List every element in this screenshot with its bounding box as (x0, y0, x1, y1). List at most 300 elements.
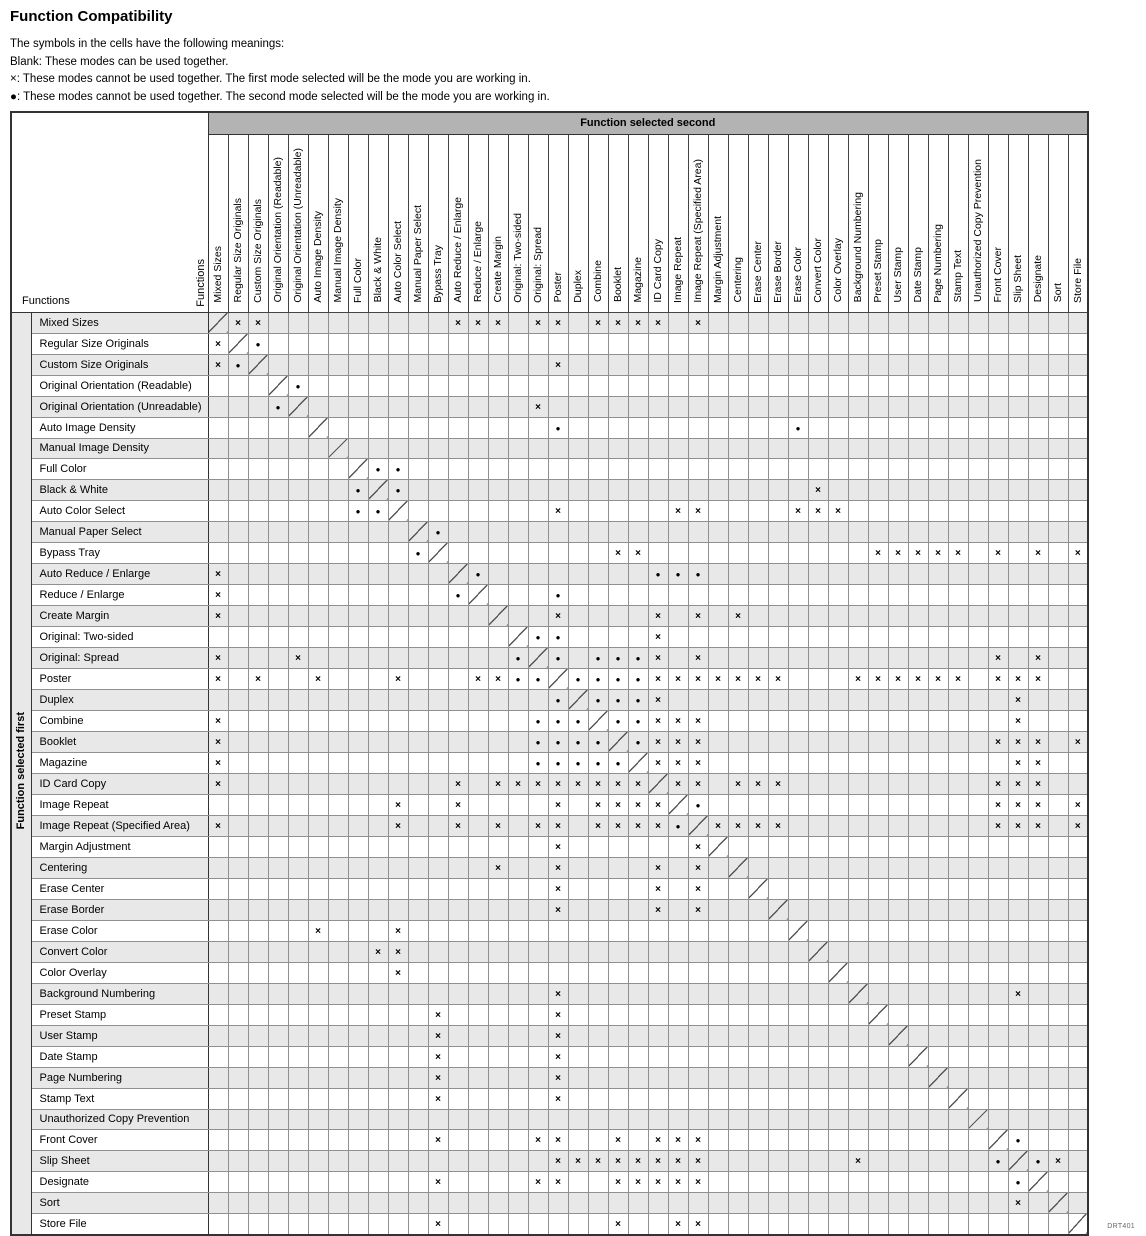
matrix-cell (728, 584, 748, 605)
matrix-cell (308, 857, 328, 878)
cross-mark-icon: × (555, 1176, 561, 1188)
matrix-cell (708, 1129, 728, 1150)
matrix-cell (388, 647, 408, 668)
matrix-cell (868, 626, 888, 647)
matrix-cell (668, 396, 688, 417)
matrix-cell (668, 584, 688, 605)
column-header (608, 134, 628, 312)
matrix-cell (788, 1004, 808, 1025)
matrix-cell (728, 668, 748, 689)
matrix-cell (1008, 1171, 1028, 1192)
matrix-cell (628, 354, 648, 375)
cross-mark-icon: × (295, 652, 301, 664)
dot-mark-icon: ● (555, 632, 561, 642)
matrix-cell (568, 794, 588, 815)
matrix-cell (748, 1025, 768, 1046)
cross-mark-icon: × (995, 736, 1001, 748)
matrix-cell (728, 689, 748, 710)
matrix-cell (528, 773, 548, 794)
matrix-cell (788, 1171, 808, 1192)
matrix-cell (208, 983, 228, 1004)
matrix-cell (728, 563, 748, 584)
matrix-cell (228, 312, 248, 333)
matrix-cell (608, 983, 628, 1004)
matrix-cell (248, 941, 268, 962)
matrix-cell (568, 1171, 588, 1192)
matrix-cell (488, 1129, 508, 1150)
matrix-cell (428, 962, 448, 983)
matrix-cell (708, 1150, 728, 1171)
matrix-cell (948, 312, 968, 333)
matrix-cell (368, 605, 388, 626)
matrix-cell (988, 500, 1008, 521)
cross-mark-icon: × (455, 799, 461, 811)
row-label: Convert Color (31, 941, 208, 962)
table-row (11, 962, 1088, 983)
matrix-cell (488, 542, 508, 563)
matrix-cell (528, 1129, 548, 1150)
matrix-cell (648, 1088, 668, 1109)
matrix-cell (248, 542, 268, 563)
matrix-cell (748, 857, 768, 878)
matrix-cell (268, 417, 288, 438)
column-header-label: User Stamp (892, 247, 904, 303)
matrix-cell (688, 773, 708, 794)
matrix-cell (748, 689, 768, 710)
cross-mark-icon: × (915, 547, 921, 559)
dot-mark-icon: ● (695, 569, 701, 579)
matrix-cell (268, 941, 288, 962)
matrix-cell (308, 647, 328, 668)
matrix-cell (888, 479, 908, 500)
matrix-cell (548, 1109, 568, 1129)
matrix-cell (948, 626, 968, 647)
matrix-cell (228, 983, 248, 1004)
dot-mark-icon: ● (535, 737, 541, 747)
cross-mark-icon: × (855, 1155, 861, 1167)
matrix-cell (968, 542, 988, 563)
matrix-cell (528, 794, 548, 815)
matrix-cell (228, 668, 248, 689)
matrix-cell (868, 1067, 888, 1088)
table-row (11, 941, 1088, 962)
matrix-cell (248, 458, 268, 479)
matrix-cell (968, 773, 988, 794)
matrix-cell (888, 500, 908, 521)
column-header (908, 134, 928, 312)
matrix-cell (1068, 458, 1088, 479)
matrix-cell (768, 521, 788, 542)
column-header-label: Stamp Text (952, 250, 964, 303)
matrix-cell (948, 668, 968, 689)
row-label: Reduce / Enlarge (31, 584, 208, 605)
matrix-cell (668, 1171, 688, 1192)
matrix-cell-diagonal (1048, 1192, 1068, 1213)
matrix-cell (868, 500, 888, 521)
cross-mark-icon: × (655, 820, 661, 832)
matrix-cell (628, 773, 648, 794)
matrix-cell (688, 1192, 708, 1213)
functions-row-axis-caption: Functions (22, 294, 70, 307)
matrix-cell (808, 1025, 828, 1046)
matrix-cell (588, 941, 608, 962)
cross-mark-icon: × (775, 820, 781, 832)
matrix-cell (468, 710, 488, 731)
matrix-cell (728, 752, 748, 773)
cross-mark-icon: × (435, 1134, 441, 1146)
matrix-cell (868, 899, 888, 920)
matrix-cell (728, 500, 748, 521)
matrix-cell (488, 396, 508, 417)
matrix-cell (508, 794, 528, 815)
matrix-cell (248, 1129, 268, 1150)
matrix-cell (468, 563, 488, 584)
matrix-cell (208, 605, 228, 626)
cross-mark-icon: × (755, 820, 761, 832)
matrix-cell (728, 626, 748, 647)
table-row (11, 983, 1088, 1004)
matrix-cell (888, 668, 908, 689)
matrix-cell (268, 333, 288, 354)
matrix-cell (348, 521, 368, 542)
matrix-cell (588, 333, 608, 354)
matrix-cell (268, 626, 288, 647)
matrix-cell (648, 521, 668, 542)
cross-mark-icon: × (455, 778, 461, 790)
matrix-cell (308, 752, 328, 773)
matrix-cell (1068, 626, 1088, 647)
matrix-cell (248, 584, 268, 605)
matrix-cell (588, 773, 608, 794)
matrix-cell (468, 1004, 488, 1025)
matrix-cell (988, 542, 1008, 563)
matrix-cell (1028, 1046, 1048, 1067)
matrix-cell (468, 836, 488, 857)
row-label: Custom Size Originals (31, 354, 208, 375)
matrix-cell (988, 752, 1008, 773)
table-row (11, 1109, 1088, 1129)
table-row (11, 773, 1088, 794)
matrix-cell (288, 312, 308, 333)
matrix-cell (608, 773, 628, 794)
matrix-cell-diagonal (728, 857, 748, 878)
matrix-cell (568, 1025, 588, 1046)
matrix-cell (928, 1088, 948, 1109)
matrix-cell (448, 521, 468, 542)
matrix-cell (328, 563, 348, 584)
matrix-cell (988, 1213, 1008, 1235)
matrix-cell (328, 794, 348, 815)
matrix-cell (1068, 920, 1088, 941)
matrix-cell (1028, 689, 1048, 710)
matrix-cell (668, 1088, 688, 1109)
matrix-cell (748, 752, 768, 773)
matrix-cell (588, 500, 608, 521)
matrix-cell (468, 689, 488, 710)
matrix-cell (928, 920, 948, 941)
matrix-cell (608, 1192, 628, 1213)
matrix-cell (388, 752, 408, 773)
matrix-cell (608, 417, 628, 438)
matrix-cell (728, 542, 748, 563)
cross-mark-icon: × (255, 673, 261, 685)
matrix-cell (1008, 479, 1028, 500)
matrix-cell (608, 1004, 628, 1025)
cross-mark-icon: × (635, 1155, 641, 1167)
matrix-cell (588, 836, 608, 857)
matrix-cell (588, 962, 608, 983)
matrix-cell (728, 899, 748, 920)
dot-mark-icon: ● (595, 737, 601, 747)
row-label: Background Numbering (31, 983, 208, 1004)
matrix-cell (728, 1046, 748, 1067)
matrix-cell (928, 500, 948, 521)
matrix-cell (228, 815, 248, 836)
matrix-cell (688, 1025, 708, 1046)
matrix-cell (408, 731, 428, 752)
matrix-cell (1068, 1046, 1088, 1067)
matrix-cell (828, 500, 848, 521)
matrix-cell (208, 1067, 228, 1088)
cross-mark-icon: × (1074, 820, 1081, 832)
matrix-cell (648, 479, 668, 500)
matrix-cell (288, 941, 308, 962)
column-header (708, 134, 728, 312)
matrix-cell (1068, 1067, 1088, 1088)
matrix-cell (908, 794, 928, 815)
matrix-cell (1008, 458, 1028, 479)
cross-mark-icon: × (215, 820, 221, 832)
column-header-label: Store File (1071, 257, 1084, 303)
matrix-cell (768, 710, 788, 731)
matrix-cell (688, 710, 708, 731)
dot-mark-icon: ● (795, 423, 801, 433)
matrix-cell (588, 794, 608, 815)
matrix-cell (568, 710, 588, 731)
matrix-cell (808, 647, 828, 668)
matrix-cell (448, 941, 468, 962)
matrix-cell (448, 1067, 468, 1088)
matrix-cell (888, 647, 908, 668)
matrix-cell (248, 983, 268, 1004)
matrix-cell (1028, 375, 1048, 396)
matrix-cell (408, 1004, 428, 1025)
matrix-cell (548, 1025, 568, 1046)
matrix-cell (228, 396, 248, 417)
matrix-cell (528, 941, 548, 962)
cross-mark-icon: × (675, 778, 681, 790)
table-row (11, 1150, 1088, 1171)
matrix-cell (928, 312, 948, 333)
cross-mark-icon: × (475, 673, 481, 685)
matrix-cell (988, 689, 1008, 710)
matrix-cell (588, 752, 608, 773)
matrix-cell (228, 458, 248, 479)
cross-mark-icon: × (875, 673, 881, 685)
matrix-cell (348, 563, 368, 584)
matrix-cell (488, 1025, 508, 1046)
matrix-cell (748, 1109, 768, 1129)
matrix-cell (548, 920, 568, 941)
cross-mark-icon: × (1035, 736, 1041, 748)
matrix-cell (328, 1088, 348, 1109)
matrix-cell (828, 1171, 848, 1192)
cross-mark-icon: × (655, 862, 661, 874)
matrix-cell (908, 941, 928, 962)
matrix-cell (1068, 941, 1088, 962)
matrix-cell (808, 1109, 828, 1129)
matrix-cell (968, 647, 988, 668)
matrix-cell (688, 458, 708, 479)
matrix-cell (968, 668, 988, 689)
matrix-cell (688, 689, 708, 710)
matrix-cell (1008, 1025, 1028, 1046)
matrix-cell (968, 920, 988, 941)
matrix-cell (848, 878, 868, 899)
matrix-cell (408, 312, 428, 333)
matrix-cell (328, 417, 348, 438)
dot-mark-icon: ● (555, 653, 561, 663)
column-header-label: Magazine (632, 256, 644, 303)
matrix-cell (788, 647, 808, 668)
matrix-cell (288, 500, 308, 521)
matrix-cell (248, 1088, 268, 1109)
matrix-cell (728, 1129, 748, 1150)
cross-mark-icon: × (695, 1155, 701, 1167)
matrix-cell (348, 1067, 368, 1088)
matrix-cell (808, 815, 828, 836)
matrix-cell (408, 899, 428, 920)
matrix-cell (588, 563, 608, 584)
column-header-label: Original Orientation (Readable) (272, 157, 284, 303)
matrix-cell (628, 1171, 648, 1192)
matrix-cell (288, 479, 308, 500)
matrix-cell (548, 479, 568, 500)
matrix-cell (268, 794, 288, 815)
matrix-cell (1028, 920, 1048, 941)
matrix-cell (788, 836, 808, 857)
matrix-cell (908, 647, 928, 668)
matrix-cell (1008, 731, 1028, 752)
matrix-cell-diagonal (648, 773, 668, 794)
matrix-cell (308, 584, 328, 605)
matrix-cell (208, 521, 228, 542)
matrix-cell (388, 668, 408, 689)
matrix-cell (1068, 1192, 1088, 1213)
row-label: Black & White (31, 479, 208, 500)
matrix-cell (408, 333, 428, 354)
matrix-cell (668, 647, 688, 668)
matrix-cell (528, 1213, 548, 1235)
matrix-cell (1028, 438, 1048, 458)
matrix-cell (288, 920, 308, 941)
cross-mark-icon: × (655, 673, 661, 685)
cross-mark-icon: × (395, 673, 401, 685)
matrix-cell (548, 1150, 568, 1171)
matrix-cell-diagonal (448, 563, 468, 584)
matrix-cell (1008, 878, 1028, 899)
matrix-cell (388, 375, 408, 396)
matrix-cell (928, 333, 948, 354)
matrix-cell (528, 668, 548, 689)
column-header (1028, 134, 1048, 312)
matrix-cell (648, 941, 668, 962)
table-row (11, 1213, 1088, 1235)
matrix-cell (748, 1004, 768, 1025)
matrix-cell-diagonal (628, 752, 648, 773)
matrix-cell (708, 1213, 728, 1235)
matrix-cell (848, 438, 868, 458)
matrix-cell-diagonal (528, 647, 548, 668)
matrix-cell (1008, 354, 1028, 375)
matrix-cell (788, 668, 808, 689)
matrix-cell (468, 333, 488, 354)
cross-mark-icon: × (755, 673, 761, 685)
matrix-cell (308, 375, 328, 396)
matrix-cell (1008, 1109, 1028, 1129)
matrix-cell (748, 1046, 768, 1067)
matrix-cell (488, 563, 508, 584)
matrix-cell (828, 920, 848, 941)
matrix-cell (748, 500, 768, 521)
matrix-cell (528, 458, 548, 479)
matrix-cell (1068, 479, 1088, 500)
matrix-cell (608, 375, 628, 396)
column-header-label: Erase Center (752, 240, 764, 303)
matrix-cell (668, 983, 688, 1004)
matrix-cell (548, 1129, 568, 1150)
cross-mark-icon: × (995, 799, 1001, 811)
matrix-cell (528, 878, 548, 899)
matrix-cell (928, 417, 948, 438)
matrix-cell (208, 479, 228, 500)
matrix-cell (448, 1129, 468, 1150)
matrix-cell (928, 563, 948, 584)
matrix-cell (568, 542, 588, 563)
matrix-cell (448, 584, 468, 605)
matrix-cell (208, 920, 228, 941)
matrix-cell (628, 521, 648, 542)
matrix-cell (508, 521, 528, 542)
matrix-cell (908, 1213, 928, 1235)
matrix-cell (868, 438, 888, 458)
table-row (11, 689, 1088, 710)
matrix-cell (548, 417, 568, 438)
matrix-cell (388, 1213, 408, 1235)
matrix-cell (508, 1129, 528, 1150)
matrix-cell (1068, 542, 1088, 563)
matrix-cell (548, 857, 568, 878)
function-selected-first-band (11, 312, 31, 1235)
matrix-cell (688, 878, 708, 899)
matrix-cell (488, 521, 508, 542)
matrix-cell (788, 983, 808, 1004)
matrix-cell (848, 396, 868, 417)
matrix-cell (728, 354, 748, 375)
matrix-cell (1028, 1004, 1048, 1025)
table-row (11, 458, 1088, 479)
matrix-cell (468, 438, 488, 458)
dot-mark-icon: ● (615, 653, 621, 663)
cross-mark-icon: × (555, 1093, 561, 1105)
page-title: Function Compatibility (10, 8, 173, 25)
matrix-cell (1048, 836, 1068, 857)
matrix-cell (268, 354, 288, 375)
row-label: Duplex (31, 689, 208, 710)
matrix-cell (788, 584, 808, 605)
matrix-cell (448, 1046, 468, 1067)
cross-mark-icon: × (1074, 799, 1081, 811)
